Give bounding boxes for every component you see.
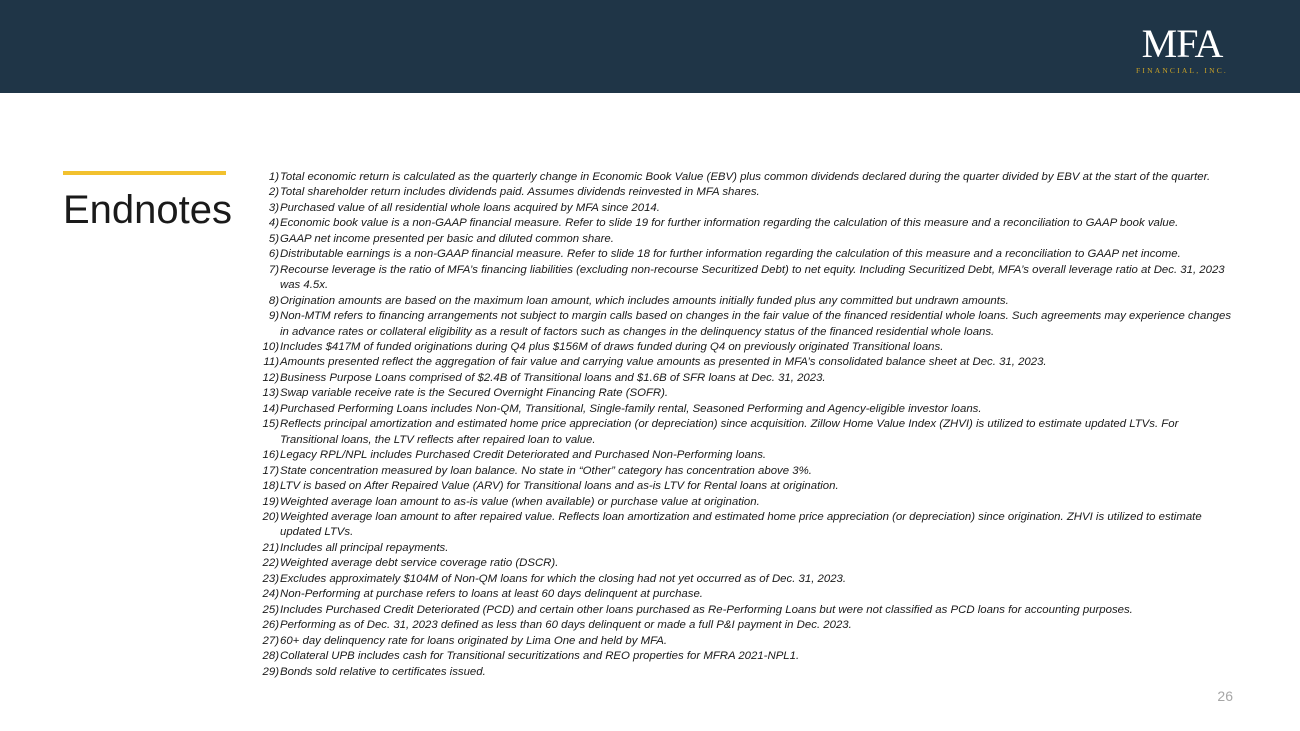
endnote-item [252,417,1232,448]
endnote-text: Weighted average loan amount to as-is value (when available) or purchase value at origination. [280,495,760,508]
endnote-item [252,572,1232,587]
endnote-text: Origination amounts are based on the maximum loan amount, which includes amounts initially funded plus any committed but undrawn amounts. [280,294,1009,307]
endnote-text: Performing as of Dec. 31, 2023 defined as less than 60 days delinquent or made a full P&I payment in Dec. 2023. [280,619,852,632]
endnote-item [252,216,1232,231]
endnote-item [252,649,1232,664]
endnote-number: 8) [268,294,279,307]
endnote-item [252,170,1232,185]
endnote-item [252,541,1232,556]
endnote-item [252,294,1232,309]
logo-subtitle: FINANCIAL, INC. [1136,66,1228,75]
page-number: 26 [1217,688,1233,704]
endnote-text: Non-Performing at purchase refers to loans at least 60 days delinquent at purchase. [280,588,703,601]
endnote-number: 29) [262,665,279,678]
endnote-item [252,603,1232,618]
endnote-item [252,402,1232,417]
endnote-number: 12) [262,371,279,384]
endnote-text: Total shareholder return includes dividends paid. Assumes dividends reinvested in MFA shares. [280,186,760,199]
endnote-number: 22) [262,557,279,570]
endnote-text: Reflects principal amortization and estimated home price appreciation (or depreciation) since acquisition. Zillow Home Value Index (ZHVI) is utilized to estimate updated LTVs. For Transitional loans, the LTV reflects after repaired loan to value. [280,418,1179,446]
endnote-number: 16) [262,449,279,462]
header-bar [0,0,1300,93]
endnote-number: 3) [268,201,279,214]
endnote-text: 60+ day delinquency rate for loans originated by Lima One and held by MFA. [280,634,667,647]
endnote-number: 27) [262,634,279,647]
endnote-item [252,665,1232,680]
endnote-number: 20) [262,510,279,523]
endnote-item [252,618,1232,633]
endnote-text: Includes $417M of funded originations during Q4 plus $156M of draws funded during Q4 on previously originated Transitional loans. [280,340,944,353]
endnote-text: Weighted average debt service coverage ratio (DSCR). [280,557,559,570]
endnote-text: Excludes approximately $104M of Non-QM loans for which the closing had not yet occurred as of Dec. 31, 2023. [280,572,847,585]
endnote-text: Non-MTM refers to financing arrangements not subject to margin calls based on changes in the fair value of the financed residential whole loans. Such agreements may experience changes in advance rates or collateral eligibility as a result of factors such as changes in the delinquency status of the financed residential whole loans. [280,310,1232,338]
endnote-text: Recourse leverage is the ratio of MFA’s financing liabilities (excluding non-recourse Securitized Debt) to net equity. Including Securitized Debt, MFA’s overall leverage ratio at Dec. 31, 2023 was 4.5x. [280,263,1225,292]
endnote-text: Business Purpose Loans comprised of $2.4B of Transitional loans and $1.6B of SFR loans at Dec. 31, 2023. [280,371,826,384]
logo-wordmark: MFA [1141,21,1223,66]
endnote-text: Includes all principal repayments. [280,541,449,554]
endnote-number: 11) [263,356,279,369]
endnote-number: 1) [268,171,279,183]
endnote-text: Weighted average loan amount to after repaired value. Reflects loan amortization and estimated home price appreciation (or depreciation) since origination. ZHVI is utilized to estimate updated LTVs. [280,510,1202,539]
endnote-number: 18) [262,480,279,493]
endnote-text: Total economic return is calculated as the quarterly change in Economic Book Value (EBV) plus common dividends declared during the quarter divided by EBV at the start of the quarter. [280,171,1211,183]
endnote-number: 7) [268,263,279,276]
endnote-number: 25) [262,603,279,616]
endnote-text: Legacy RPL/NPL includes Purchased Credit Deteriorated and Purchased Non-Performing loans. [280,449,767,462]
endnote-number: 14) [262,402,279,415]
endnote-text: Includes Purchased Credit Deteriorated (PCD) and certain other loans purchased as Re-Performing Loans but were not classified as PCD loans for accounting purposes. [280,603,1133,616]
endnote-number: 15) [262,418,279,431]
endnote-text: Purchased value of all residential whole loans acquired by MFA since 2014. [280,201,660,214]
endnote-text: State concentration measured by loan balance. No state in “Other” category has concentration above 3%. [280,464,812,477]
endnote-item [252,263,1232,294]
endnote-item [252,201,1232,216]
endnote-item [252,247,1232,262]
endnote-item [252,587,1232,602]
endnote-item [252,185,1232,200]
endnote-text: Economic book value is a non-GAAP financial measure. Refer to slide 19 for further information regarding the calculation of this measure and a reconciliation to GAAP book value. [280,217,1179,230]
endnote-text: Collateral UPB includes cash for Transitional securitizations and REO properties for MFRA 2021-NPL1. [280,650,800,663]
endnote-item [252,634,1232,649]
endnote-number: 5) [268,232,279,245]
endnote-item [252,386,1232,401]
endnote-number: 19) [262,495,279,508]
endnote-item [252,232,1232,247]
endnote-number: 21) [262,541,279,554]
endnote-number: 4) [268,217,279,230]
endnote-number: 2) [268,186,279,199]
endnote-item [252,340,1232,355]
endnote-text: GAAP net income presented per basic and diluted common share. [280,232,614,245]
endnote-number: 23) [262,572,279,585]
endnote-item [252,510,1232,541]
endnote-text: Amounts presented reflect the aggregation of fair value and carrying value amounts as presented in MFA’s consolidated balance sheet at Dec. 31, 2023. [280,356,1047,369]
endnote-text: LTV is based on After Repaired Value (ARV) for Transitional loans and as-is LTV for Rental loans at origination. [280,480,839,493]
endnote-number: 13) [262,387,279,400]
endnote-number: 17) [262,464,279,477]
page-title: Endnotes [63,188,233,232]
endnote-text: Bonds sold relative to certificates issued. [280,665,486,678]
endnote-number: 26) [262,619,279,632]
mfa-logo [1126,21,1238,75]
endnote-text: Purchased Performing Loans includes Non-QM, Transitional, Single-family rental, Seasoned Performing and Agency-eligible investor loans. [280,402,982,415]
endnote-item [252,448,1232,463]
endnote-item [252,371,1232,386]
endnote-item [252,464,1232,479]
endnote-number: 6) [268,248,279,261]
endnotes-list [252,170,1232,680]
endnote-item [252,309,1232,340]
endnote-item [252,355,1232,370]
endnote-item [252,479,1232,494]
endnote-number: 10) [262,340,279,353]
endnote-text: Swap variable receive rate is the Secured Overnight Financing Rate (SOFR). [280,387,669,400]
endnote-number: 28) [262,650,279,663]
endnote-text: Distributable earnings is a non-GAAP financial measure. Refer to slide 18 for further information regarding the calculation of this measure and a reconciliation to GAAP net income. [280,248,1181,261]
title-accent-bar [63,171,226,175]
endnote-number: 9) [268,310,279,323]
endnote-number: 24) [262,588,279,601]
endnote-item [252,556,1232,571]
endnote-item [252,495,1232,510]
